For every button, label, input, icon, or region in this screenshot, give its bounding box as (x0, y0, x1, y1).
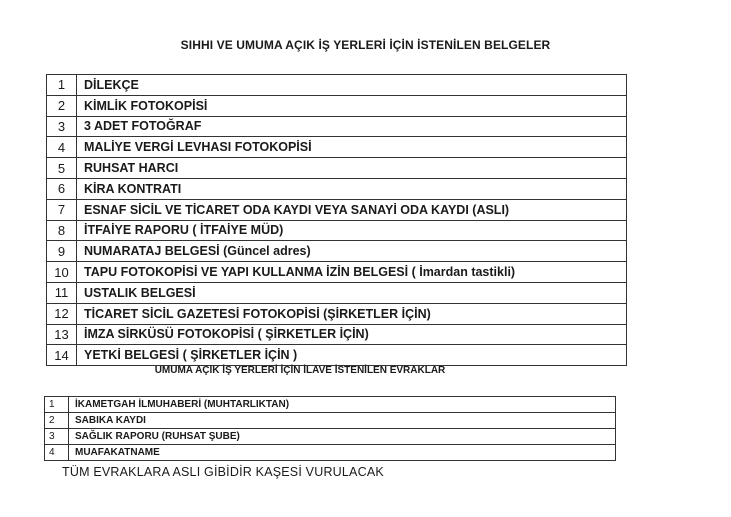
table-row (47, 220, 627, 241)
additional-documents-table (44, 396, 616, 461)
table-row (47, 345, 627, 366)
table-row (47, 262, 627, 283)
row-number: 2 (47, 95, 77, 116)
document-name: 3 ADET FOTOĞRAF (77, 116, 627, 137)
table-row (47, 324, 627, 345)
row-number: 11 (47, 282, 77, 303)
table-row (45, 445, 616, 461)
document-name: İTFAİYE RAPORU ( İTFAİYE MÜD) (77, 220, 627, 241)
row-number: 2 (45, 413, 69, 429)
row-number: 14 (47, 345, 77, 366)
table-row (45, 397, 616, 413)
table-row (45, 429, 616, 445)
row-number: 7 (47, 199, 77, 220)
row-number: 6 (47, 178, 77, 199)
table-row (45, 413, 616, 429)
document-name: YETKİ BELGESİ ( ŞİRKETLER İÇİN ) (77, 345, 627, 366)
row-number: 10 (47, 262, 77, 283)
table-row (47, 282, 627, 303)
required-documents-table (46, 74, 627, 366)
table-row (47, 75, 627, 96)
document-name: DİLEKÇE (77, 75, 627, 96)
document-name: İMZA SİRKÜSÜ FOTOKOPİSİ ( ŞİRKETLER İÇİN) (77, 324, 627, 345)
section-subtitle: UMUMA AÇIK İŞ YERLERİ İÇİN İLAVE İSTENİLEN EVRAKLAR (154, 365, 446, 376)
page-title: SIHHI VE UMUMA AÇIK İŞ YERLERİ İÇİN İSTENİLEN BELGELER (180, 38, 551, 52)
table-row (47, 178, 627, 199)
document-name: USTALIK BELGESİ (77, 282, 627, 303)
row-number: 12 (47, 303, 77, 324)
table-row (47, 199, 627, 220)
document-name: SAĞLIK RAPORU (RUHSAT ŞUBE) (69, 429, 616, 445)
row-number: 1 (47, 75, 77, 96)
document-name: NUMARATAJ BELGESİ (Güncel adres) (77, 241, 627, 262)
row-number: 1 (45, 397, 69, 413)
table-row (47, 116, 627, 137)
table-row (47, 137, 627, 158)
table-row (47, 241, 627, 262)
document-name: TİCARET SİCİL GAZETESİ FOTOKOPİSİ (ŞİRKETLER İÇİN) (77, 303, 627, 324)
row-number: 3 (47, 116, 77, 137)
document-name: RUHSAT HARCI (77, 158, 627, 179)
row-number: 13 (47, 324, 77, 345)
row-number: 5 (47, 158, 77, 179)
row-number: 9 (47, 241, 77, 262)
document-name: KİRA KONTRATI (77, 178, 627, 199)
document-name: ESNAF SİCİL VE TİCARET ODA KAYDI VEYA SANAYİ ODA KAYDI (ASLI) (77, 199, 627, 220)
row-number: 4 (45, 445, 69, 461)
table-row (47, 158, 627, 179)
document-name: SABIKA KAYDI (69, 413, 616, 429)
document-name: İKAMETGAH İLMUHABERİ (MUHTARLIKTAN) (69, 397, 616, 413)
document-name: TAPU FOTOKOPİSİ VE YAPI KULLANMA İZİN BELGESİ ( İmardan tastikli) (77, 262, 627, 283)
table-row (47, 303, 627, 324)
row-number: 4 (47, 137, 77, 158)
row-number: 3 (45, 429, 69, 445)
row-number: 8 (47, 220, 77, 241)
document-name: KİMLİK FOTOKOPİSİ (77, 95, 627, 116)
table-row (47, 95, 627, 116)
document-name: MUAFAKATNAME (69, 445, 616, 461)
document-name: MALİYE VERGİ LEVHASI FOTOKOPİSİ (77, 137, 627, 158)
footer-note: TÜM EVRAKLARA ASLI GİBİDİR KAŞESİ VURULACAK (62, 465, 384, 479)
